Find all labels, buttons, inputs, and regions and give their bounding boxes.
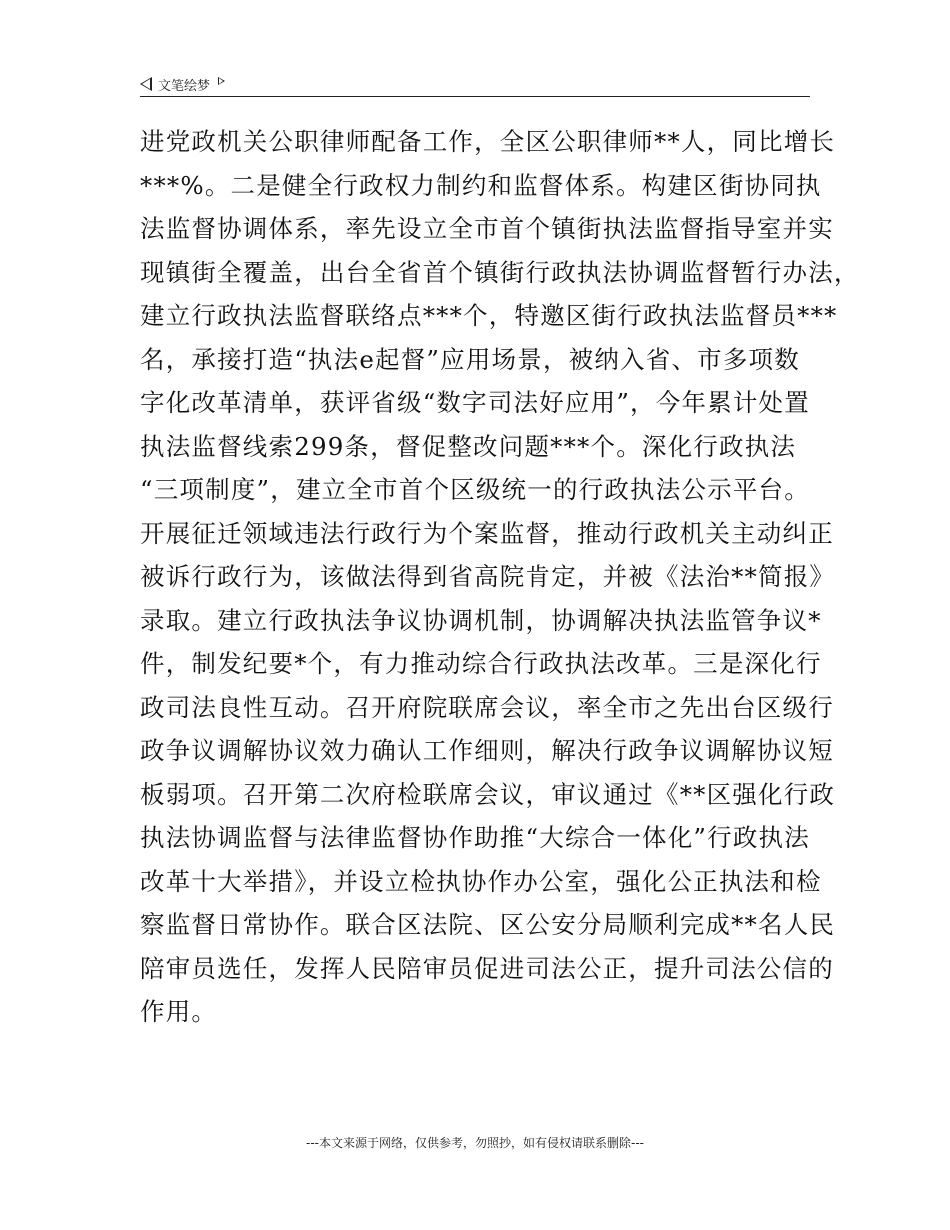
- text-line: 陪审员选任，发挥人民陪审员促进司法公正，提升司法公信的: [140, 953, 834, 983]
- text-line: “三项制度”，建立全市首个区级统一的行政执法公示平台。: [140, 475, 810, 504]
- text-line: 现镇街全覆盖，出台全省首个镇街行政执法协调监督暂行办法，: [140, 257, 860, 287]
- text-line: 法监督协调体系，率先设立全市首个镇街执法监督指导室并实: [140, 214, 834, 243]
- text-line: 政争议调解协议效力确认工作细则，解决行政争议调解协议短: [140, 736, 834, 765]
- text-line: 改革十大举措》，并设立检执协作办公室，强化公正执法和检: [140, 866, 822, 896]
- header-title: 文笔绘梦: [158, 78, 211, 94]
- triangle-right-icon: [218, 77, 225, 85]
- text-line: 进党政机关公职律师配备工作，全区公职律师**人，同比增长: [140, 127, 836, 156]
- page-footer: ---本文来源于网络，仅供参考，勿照抄，如有侵权请联系删除---: [306, 1136, 644, 1150]
- document-body: [140, 120, 860, 1034]
- text-line: 名，承接打造“执法e起督”应用场景，被纳入省、市多项数: [140, 344, 800, 374]
- text-line: 开展征迁领域违法行政行为个案监督，推动行政机关主动纠正: [140, 518, 834, 548]
- text-line: 板弱项。召开第二次府检联席会议，审议通过《**区强化行政: [140, 779, 836, 809]
- text-line: 政司法良性互动。召开府院联席会议，率全市之先出台区级行: [140, 692, 834, 722]
- triangle-left-icon: [140, 77, 152, 91]
- text-line: 执法协调监督与法律监督协作助推“大综合一体化”行政执法: [140, 823, 810, 852]
- text-line: 执法监督线索299条，督促整改问题***个。深化行政执法: [140, 431, 797, 461]
- text-line: 建立行政执法监督联络点***个，特邀区街行政执法监督员***: [140, 301, 838, 330]
- text-line: 录取。建立行政执法争议协调机制，协调解决执法监管争议*: [140, 605, 822, 635]
- text-line: 察监督日常协作。联合区法院、区公安分局顺利完成**名人民: [140, 910, 836, 939]
- text-line: 作用。: [140, 997, 218, 1026]
- page-header: [140, 72, 810, 97]
- text-line: ***%。二是健全行政权力制约和监督体系。构建区街协同执: [140, 170, 822, 200]
- text-line: 被诉行政行为，该做法得到省高院肯定，并被《法治**简报》: [140, 562, 836, 591]
- text-line: 字化改革清单，获评省级“数字司法好应用”，今年累计处置: [140, 388, 810, 417]
- text-line: 件，制发纪要*个，有力推动综合行政执法改革。三是深化行: [140, 649, 822, 678]
